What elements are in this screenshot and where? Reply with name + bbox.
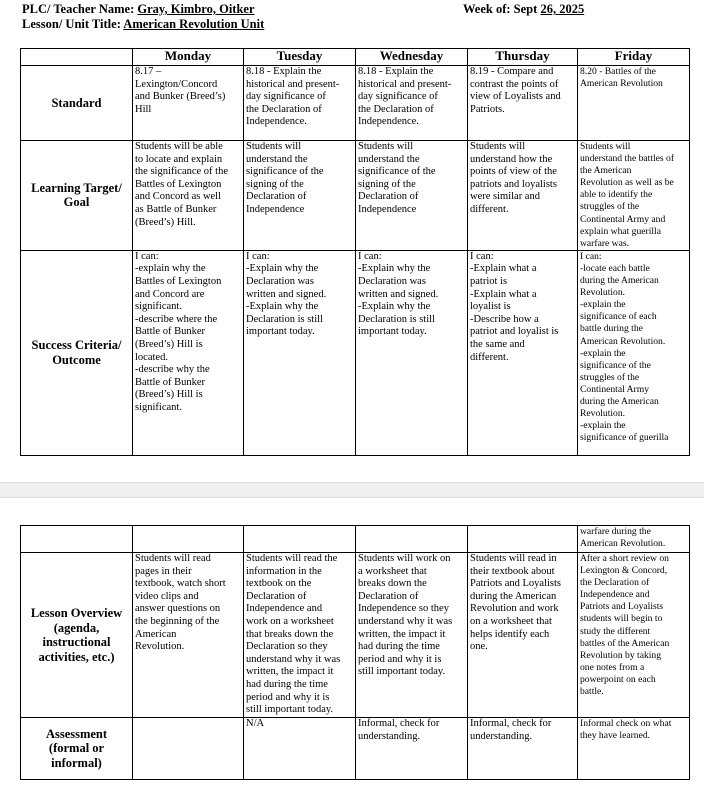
day-header-wednesday: Wednesday — [356, 49, 468, 66]
continued-row — [21, 526, 690, 553]
assessment-row — [21, 718, 690, 780]
text-line: breaks down the — [358, 578, 427, 590]
cell-monday — [133, 66, 244, 141]
text-line: patriots and loyalists — [470, 178, 557, 190]
text-line: Revolution. — [580, 287, 626, 299]
text-line: Independence — [246, 203, 305, 215]
text-line: understand the — [246, 153, 308, 165]
text-line: Declaration of — [246, 191, 307, 203]
text-line: located. — [135, 351, 168, 363]
cell-wednesday — [356, 141, 468, 251]
text-line: Revolution as well as be — [580, 177, 674, 189]
text-line: information in the — [246, 565, 322, 577]
week-value: 26, 2025 — [540, 2, 585, 16]
text-line: (Breed’s) Hill. — [135, 216, 196, 228]
unit-title-value: American Revolution Unit — [123, 17, 265, 31]
text-line: explain what guerilla — [580, 225, 661, 237]
text-line: Revolution and work — [470, 603, 559, 615]
text-line: American Revolution. — [580, 538, 666, 550]
text-line: -describe where the — [135, 313, 218, 325]
unit-title-label: Lesson/ Unit Title: — [22, 17, 124, 31]
text-line: 8.18 - Explain the — [246, 66, 322, 77]
text-line: the Declaration of — [246, 103, 322, 115]
text-line: -Explain why the — [246, 301, 319, 313]
text-line: patriot is — [470, 276, 508, 288]
text-line: Revolution by taking — [580, 649, 662, 661]
text-line: battle. — [580, 686, 604, 698]
text-line: the American — [580, 165, 632, 177]
text-line: understanding. — [470, 730, 533, 742]
cell-thursday — [468, 526, 578, 553]
text-line: their textbook about — [470, 565, 555, 577]
text-line: Informal, check for — [358, 718, 440, 729]
text-line: Independence so they — [358, 603, 449, 615]
text-line: important today. — [358, 326, 427, 338]
row-label-empty — [21, 526, 133, 553]
text-line: Students will — [580, 141, 631, 152]
teacher-name-line — [22, 2, 255, 17]
text-line: -locate each battle — [580, 262, 650, 274]
text-line: Declaration of — [358, 191, 419, 203]
teacher-name-value: Gray, Kimbro, Oitker — [137, 2, 255, 16]
text-line: significance of the — [246, 166, 324, 178]
text-line: -Explain why the — [358, 263, 431, 275]
text-line: signing of the — [246, 178, 304, 190]
text-line: significance of each — [580, 311, 657, 323]
text-line: historical and present- — [246, 78, 340, 90]
text-line: Students will — [470, 141, 526, 152]
cell-thursday — [468, 141, 578, 251]
text-line: Independence and — [580, 589, 650, 601]
cell-friday — [578, 66, 690, 141]
text-line: textbook on the — [246, 578, 312, 590]
cell-friday — [578, 250, 690, 455]
cell-monday — [133, 250, 244, 455]
text-line: warfare during the — [580, 526, 651, 537]
text-line: during the American — [580, 275, 659, 287]
day-header-thursday: Thursday — [468, 49, 578, 66]
cell-friday — [578, 553, 690, 718]
text-line: After a short review on — [580, 553, 669, 564]
text-line: helps identify each — [470, 628, 550, 640]
text-line: Continental Army — [580, 383, 650, 395]
text-line: patriot and loyalist is — [470, 326, 559, 338]
text-line: struggles of the — [580, 371, 640, 383]
text-line: American — [135, 628, 177, 640]
text-line: Patriots and Loyalists — [470, 578, 561, 590]
text-line: Hill — [135, 103, 152, 115]
text-line: Assessment — [45, 726, 108, 741]
row-label-learning-target — [21, 141, 133, 251]
text-line: -Explain why the — [358, 301, 431, 313]
text-line: the Declaration of — [358, 103, 434, 115]
text-line: Students will read the — [246, 553, 338, 564]
text-line: (agenda, — [53, 620, 100, 635]
text-line: understand how the — [470, 153, 553, 165]
cell-tuesday — [244, 250, 356, 455]
text-line: a worksheet that — [358, 565, 427, 577]
lesson-overview-row — [21, 553, 690, 718]
text-line: had during the time — [358, 641, 440, 653]
text-line: understanding. — [358, 730, 421, 742]
text-line: Independence and — [246, 603, 323, 615]
text-line: Students will be able — [135, 141, 223, 152]
text-line: I can: — [470, 250, 494, 262]
cell-wednesday — [356, 526, 468, 553]
cell-thursday — [468, 66, 578, 141]
text-line: Battle of Bunker — [135, 376, 205, 388]
text-line: historical and present- — [358, 78, 452, 90]
cell-monday — [133, 141, 244, 251]
text-line: Independence. — [246, 116, 307, 128]
text-line: and Concord as well — [135, 191, 222, 203]
text-line: 8.19 - Compare and — [470, 66, 554, 77]
text-line: I can: — [135, 250, 159, 262]
cell-tuesday — [244, 526, 356, 553]
text-line: Lexington/Concord — [135, 78, 218, 90]
text-line: day significance of — [246, 91, 326, 103]
text-line: different. — [470, 203, 509, 215]
text-line: N/A — [246, 718, 265, 729]
text-line: written and signed. — [358, 288, 439, 300]
cell-monday — [133, 718, 244, 780]
cell-tuesday — [244, 66, 356, 141]
text-line: written, the impact it — [246, 666, 334, 678]
success-criteria-row — [21, 250, 690, 455]
text-line: they have learned. — [580, 730, 651, 742]
text-line: Students will — [358, 141, 414, 152]
text-line: pages in their — [135, 565, 192, 577]
row-label-standard: Standard — [21, 66, 133, 141]
text-line: Declaration was — [246, 276, 314, 288]
text-line: Lesson Overview — [30, 606, 123, 620]
text-line: Patriots. — [470, 103, 505, 115]
text-line: 8.18 - Explain the — [358, 66, 434, 77]
text-line: 8.20 - Battles of the — [580, 66, 656, 77]
text-line: Outcome — [52, 352, 101, 367]
text-line: written and signed. — [246, 288, 327, 300]
lesson-plan-table-page-2 — [20, 525, 690, 780]
text-line: during the American — [580, 395, 659, 407]
text-line: the significance of the — [135, 166, 229, 178]
cell-friday — [578, 718, 690, 780]
text-line: -explain the — [580, 299, 626, 311]
text-line: -explain the — [580, 347, 626, 359]
text-line: -Explain why the — [246, 263, 319, 275]
text-line: Declaration of — [246, 590, 307, 602]
text-line: Independence — [358, 203, 417, 215]
cell-friday — [578, 526, 690, 553]
text-line: as Battle of Bunker — [135, 203, 217, 215]
text-line: powerpoint on each — [580, 673, 656, 685]
cell-thursday — [468, 250, 578, 455]
text-line: still important today. — [246, 704, 334, 716]
text-line: Continental Army and — [580, 213, 666, 225]
text-line: period and why it is — [246, 691, 330, 703]
text-line: Informal check on what — [580, 718, 672, 729]
text-line: -describe why the — [135, 364, 210, 376]
text-line: American Revolution. — [580, 335, 666, 347]
teacher-name-label: PLC/ Teacher Name: — [22, 2, 138, 16]
text-line: one. — [470, 641, 488, 653]
cell-tuesday — [244, 553, 356, 718]
text-line: Students will work on — [358, 553, 451, 564]
text-line: Battles of Lexington — [135, 178, 222, 190]
text-line: Students will — [246, 141, 302, 152]
text-line: students will begin to — [580, 613, 663, 625]
row-label-success-criteria — [21, 250, 133, 455]
cell-tuesday — [244, 141, 356, 251]
cell-wednesday — [356, 66, 468, 141]
text-line: Declaration is still — [358, 313, 435, 325]
text-line: -Describe how a — [470, 313, 539, 325]
day-header-friday: Friday — [578, 49, 690, 66]
text-line: Goal — [63, 195, 90, 210]
text-line: instructional — [42, 635, 111, 649]
corner-cell — [21, 49, 133, 66]
text-line: work on a worksheet — [246, 615, 334, 627]
cell-thursday — [468, 718, 578, 780]
text-line: Success Criteria/ — [31, 338, 122, 353]
text-line: to locate and explain — [135, 153, 223, 165]
text-line: Informal, check for — [470, 718, 552, 729]
text-line: the same and — [470, 339, 525, 350]
text-line: the Declaration of — [580, 577, 650, 589]
page-break — [0, 482, 704, 498]
text-line: points of view of the — [470, 166, 557, 178]
text-line: and Bunker (Breed’s) — [135, 91, 226, 103]
cell-monday — [133, 526, 244, 553]
text-line: Battles of Lexington — [135, 276, 222, 288]
text-line: signing of the — [358, 178, 416, 190]
text-line: view of Loyalists and — [470, 91, 561, 103]
text-line: the beginning of the — [135, 615, 220, 627]
text-line: Declaration is still — [246, 313, 323, 325]
unit-title-line — [22, 17, 264, 32]
text-line: Learning Target/ — [31, 180, 122, 195]
text-line: textbook, watch short — [135, 578, 226, 590]
text-line: day significance of — [358, 91, 438, 103]
row-label-assessment — [21, 718, 133, 780]
text-line: understand why it was — [246, 653, 341, 665]
text-line: on a worksheet that — [470, 615, 552, 627]
day-header-monday: Monday — [133, 49, 244, 66]
standard-row — [21, 66, 690, 141]
text-line: (Breed’s) Hill is — [135, 389, 203, 401]
text-line: significance of the — [358, 166, 436, 178]
text-line: able to identify the — [580, 189, 653, 201]
text-line: understand the battles of — [580, 153, 675, 165]
text-line: still important today. — [358, 666, 446, 678]
text-line: important today. — [246, 326, 315, 338]
text-line: loyalist is — [470, 301, 511, 313]
text-line: during the American — [470, 590, 557, 602]
text-line: Students will read — [135, 553, 211, 564]
week-label: Week of: Sept — [463, 2, 541, 16]
text-line: period and why it is — [358, 653, 442, 665]
text-line: struggles of the — [580, 201, 640, 213]
text-line: answer questions on — [135, 603, 221, 615]
text-line: that breaks down the — [246, 628, 334, 640]
cell-thursday — [468, 553, 578, 718]
text-line: -explain why the — [135, 263, 206, 275]
cell-monday — [133, 553, 244, 718]
text-line: significance of guerilla — [580, 432, 669, 444]
day-header-tuesday: Tuesday — [244, 49, 356, 66]
text-line: (formal or — [48, 741, 105, 756]
text-line: Independence. — [358, 116, 419, 128]
text-line: study the different — [580, 625, 651, 637]
text-line: Declaration so they — [246, 641, 328, 653]
lesson-plan-table-page-1 — [20, 48, 690, 456]
text-line: I can: — [246, 250, 270, 262]
text-line: activities, etc.) — [38, 649, 115, 664]
text-line: Lexington & Concord, — [580, 565, 668, 577]
day-header-row — [21, 49, 690, 66]
text-line: significant. — [135, 301, 182, 313]
text-line: significant. — [135, 401, 182, 413]
text-line: -Explain what a — [470, 263, 537, 275]
text-line: warfare was. — [580, 237, 630, 249]
text-line: battles of the American — [580, 637, 670, 649]
week-of — [463, 2, 584, 17]
text-line: understand why it was — [358, 615, 453, 627]
text-line: Revolution. — [135, 641, 185, 653]
text-line: written, the impact it — [358, 628, 446, 640]
text-line: informal) — [51, 755, 102, 770]
text-line: had during the time — [246, 678, 328, 690]
text-line: and Concord are — [135, 288, 205, 300]
text-line: I can: — [580, 250, 602, 262]
text-line: Declaration was — [358, 276, 426, 288]
cell-friday — [578, 141, 690, 251]
text-line: battle during the — [580, 323, 643, 335]
text-line: I can: — [358, 250, 382, 262]
text-line: significance of the — [580, 359, 651, 371]
text-line: Students will read in — [470, 553, 557, 564]
text-line: one notes from a — [580, 661, 645, 673]
text-line: 8.17 – — [135, 66, 162, 77]
text-line: understand the — [358, 153, 420, 165]
text-line: (Breed’s) Hill is — [135, 339, 203, 350]
text-line: -explain the — [580, 420, 626, 432]
cell-tuesday — [244, 718, 356, 780]
cell-wednesday — [356, 718, 468, 780]
cell-wednesday — [356, 250, 468, 455]
text-line: different. — [470, 351, 509, 363]
text-line: American Revolution — [580, 78, 663, 90]
learning-target-row — [21, 141, 690, 251]
text-line: Battle of Bunker — [135, 326, 205, 338]
text-line: contrast the points of — [470, 78, 559, 90]
text-line: were similar and — [470, 191, 540, 203]
text-line: video clips and — [135, 590, 199, 602]
cell-wednesday — [356, 553, 468, 718]
text-line: -Explain what a — [470, 288, 537, 300]
text-line: Patriots and Loyalists — [580, 601, 664, 613]
text-line: Revolution. — [580, 408, 626, 420]
row-label-lesson-overview — [21, 553, 133, 718]
text-line: Declaration of — [358, 590, 419, 602]
